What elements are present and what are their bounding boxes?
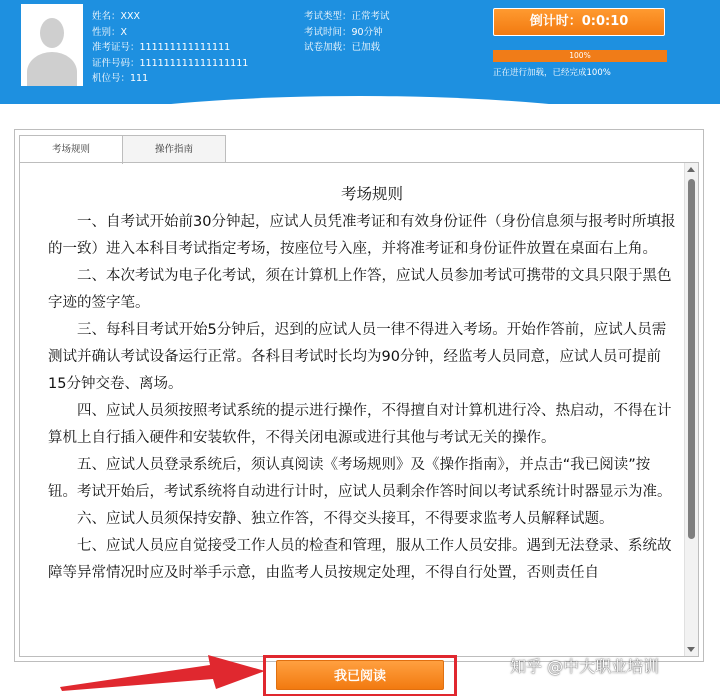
rule-paragraph: 七、应试人员应自觉接受工作人员的检查和管理，服从工作人员安排。遇到无法登录、系统故障等异常情况时应及时举手示意，由监考人员按规定处理，不得自行处置，否则责任自 — [48, 538, 672, 581]
avatar-head-shape — [40, 18, 64, 48]
candidate-id-number: 证件号码：111111111111111111 — [92, 57, 249, 69]
i-have-read-button[interactable]: 我已阅读 — [276, 660, 444, 690]
candidate-name: 姓名：XXX — [92, 11, 141, 22]
exam-type: 考试类型：正常考试 — [304, 11, 390, 22]
watermark-text: 知乎 @中大职业培训 — [510, 657, 660, 676]
tab-operation-guide[interactable]: 操作指南 — [122, 135, 226, 163]
rule-paragraph: 一、自考试开始前30分钟起，应试人员凭准考证和有效身份证件（身份信息须与报考时所填报的一致）进入本科目考试指定考场，按座位号入座，并将准考证和身份证件放置在桌面右上角。 — [48, 214, 676, 257]
vertical-scrollbar[interactable] — [684, 163, 698, 656]
paper-load-status: 试卷加载：已加载 — [304, 42, 381, 53]
loading-progress-bar — [493, 50, 667, 62]
exam-info — [304, 9, 390, 56]
tab-bar — [19, 135, 225, 163]
scrollbar-thumb[interactable] — [688, 179, 695, 539]
countdown-timer: 倒计时：0:0:10 — [493, 8, 665, 36]
rules-panel — [14, 129, 704, 662]
scroll-down-arrow-icon[interactable] — [687, 647, 695, 652]
tab-exam-rules[interactable]: 考场规则 — [19, 135, 123, 164]
rules-text — [48, 181, 676, 587]
loading-status-text: 正在进行加载，已经完成100% — [493, 68, 611, 78]
candidate-gender: 性别：X — [92, 26, 128, 38]
candidate-seat-number: 机位号：111 — [92, 73, 149, 84]
rule-paragraph: 二、本次考试为电子化考试，须在计算机上作答，应试人员参加考试可携带的文具只限于黑色字迹的签字笔。 — [48, 268, 672, 311]
rules-title: 考场规则 — [340, 185, 403, 203]
header-bar — [0, 0, 720, 104]
loading-progress-fill: 100% — [493, 50, 667, 62]
candidate-ticket-number: 准考证号：111111111111111 — [92, 42, 231, 53]
exam-time: 考试时间：90分钟 — [304, 26, 383, 38]
avatar-body-shape — [27, 52, 77, 86]
avatar — [21, 4, 83, 86]
candidate-info — [92, 9, 248, 87]
rule-paragraph: 五、应试人员登录系统后，须认真阅读《考场规则》及《操作指南》，并点击“我已阅读”按钮。考试开始后，考试系统将自动进行计时，应试人员剩余作答时间以考试系统计时器显示为准。 — [48, 457, 672, 500]
red-arrow-icon — [60, 643, 270, 693]
rules-content-area[interactable] — [19, 162, 699, 657]
rule-paragraph: 六、应试人员须保持安静、独立作答，不得交头接耳，不得要求监考人员解释试题。 — [77, 511, 614, 527]
rule-paragraph: 三、每科目考试开始5分钟后，迟到的应试人员一律不得进入考场。开始作答前，应试人员需测试并确认考试设备运行正常。各科目考试时长均为90分钟，经监考人员同意，应试人员可提前15分钟交卷、离场。 — [48, 322, 667, 392]
scroll-up-arrow-icon[interactable] — [687, 167, 695, 172]
rule-paragraph: 四、应试人员须按照考试系统的提示进行操作，不得擅自对计算机进行冷、热启动，不得在计算机上自行插入硬件和安装软件，不得关闭电源或进行其他与考试无关的操作。 — [48, 403, 672, 446]
